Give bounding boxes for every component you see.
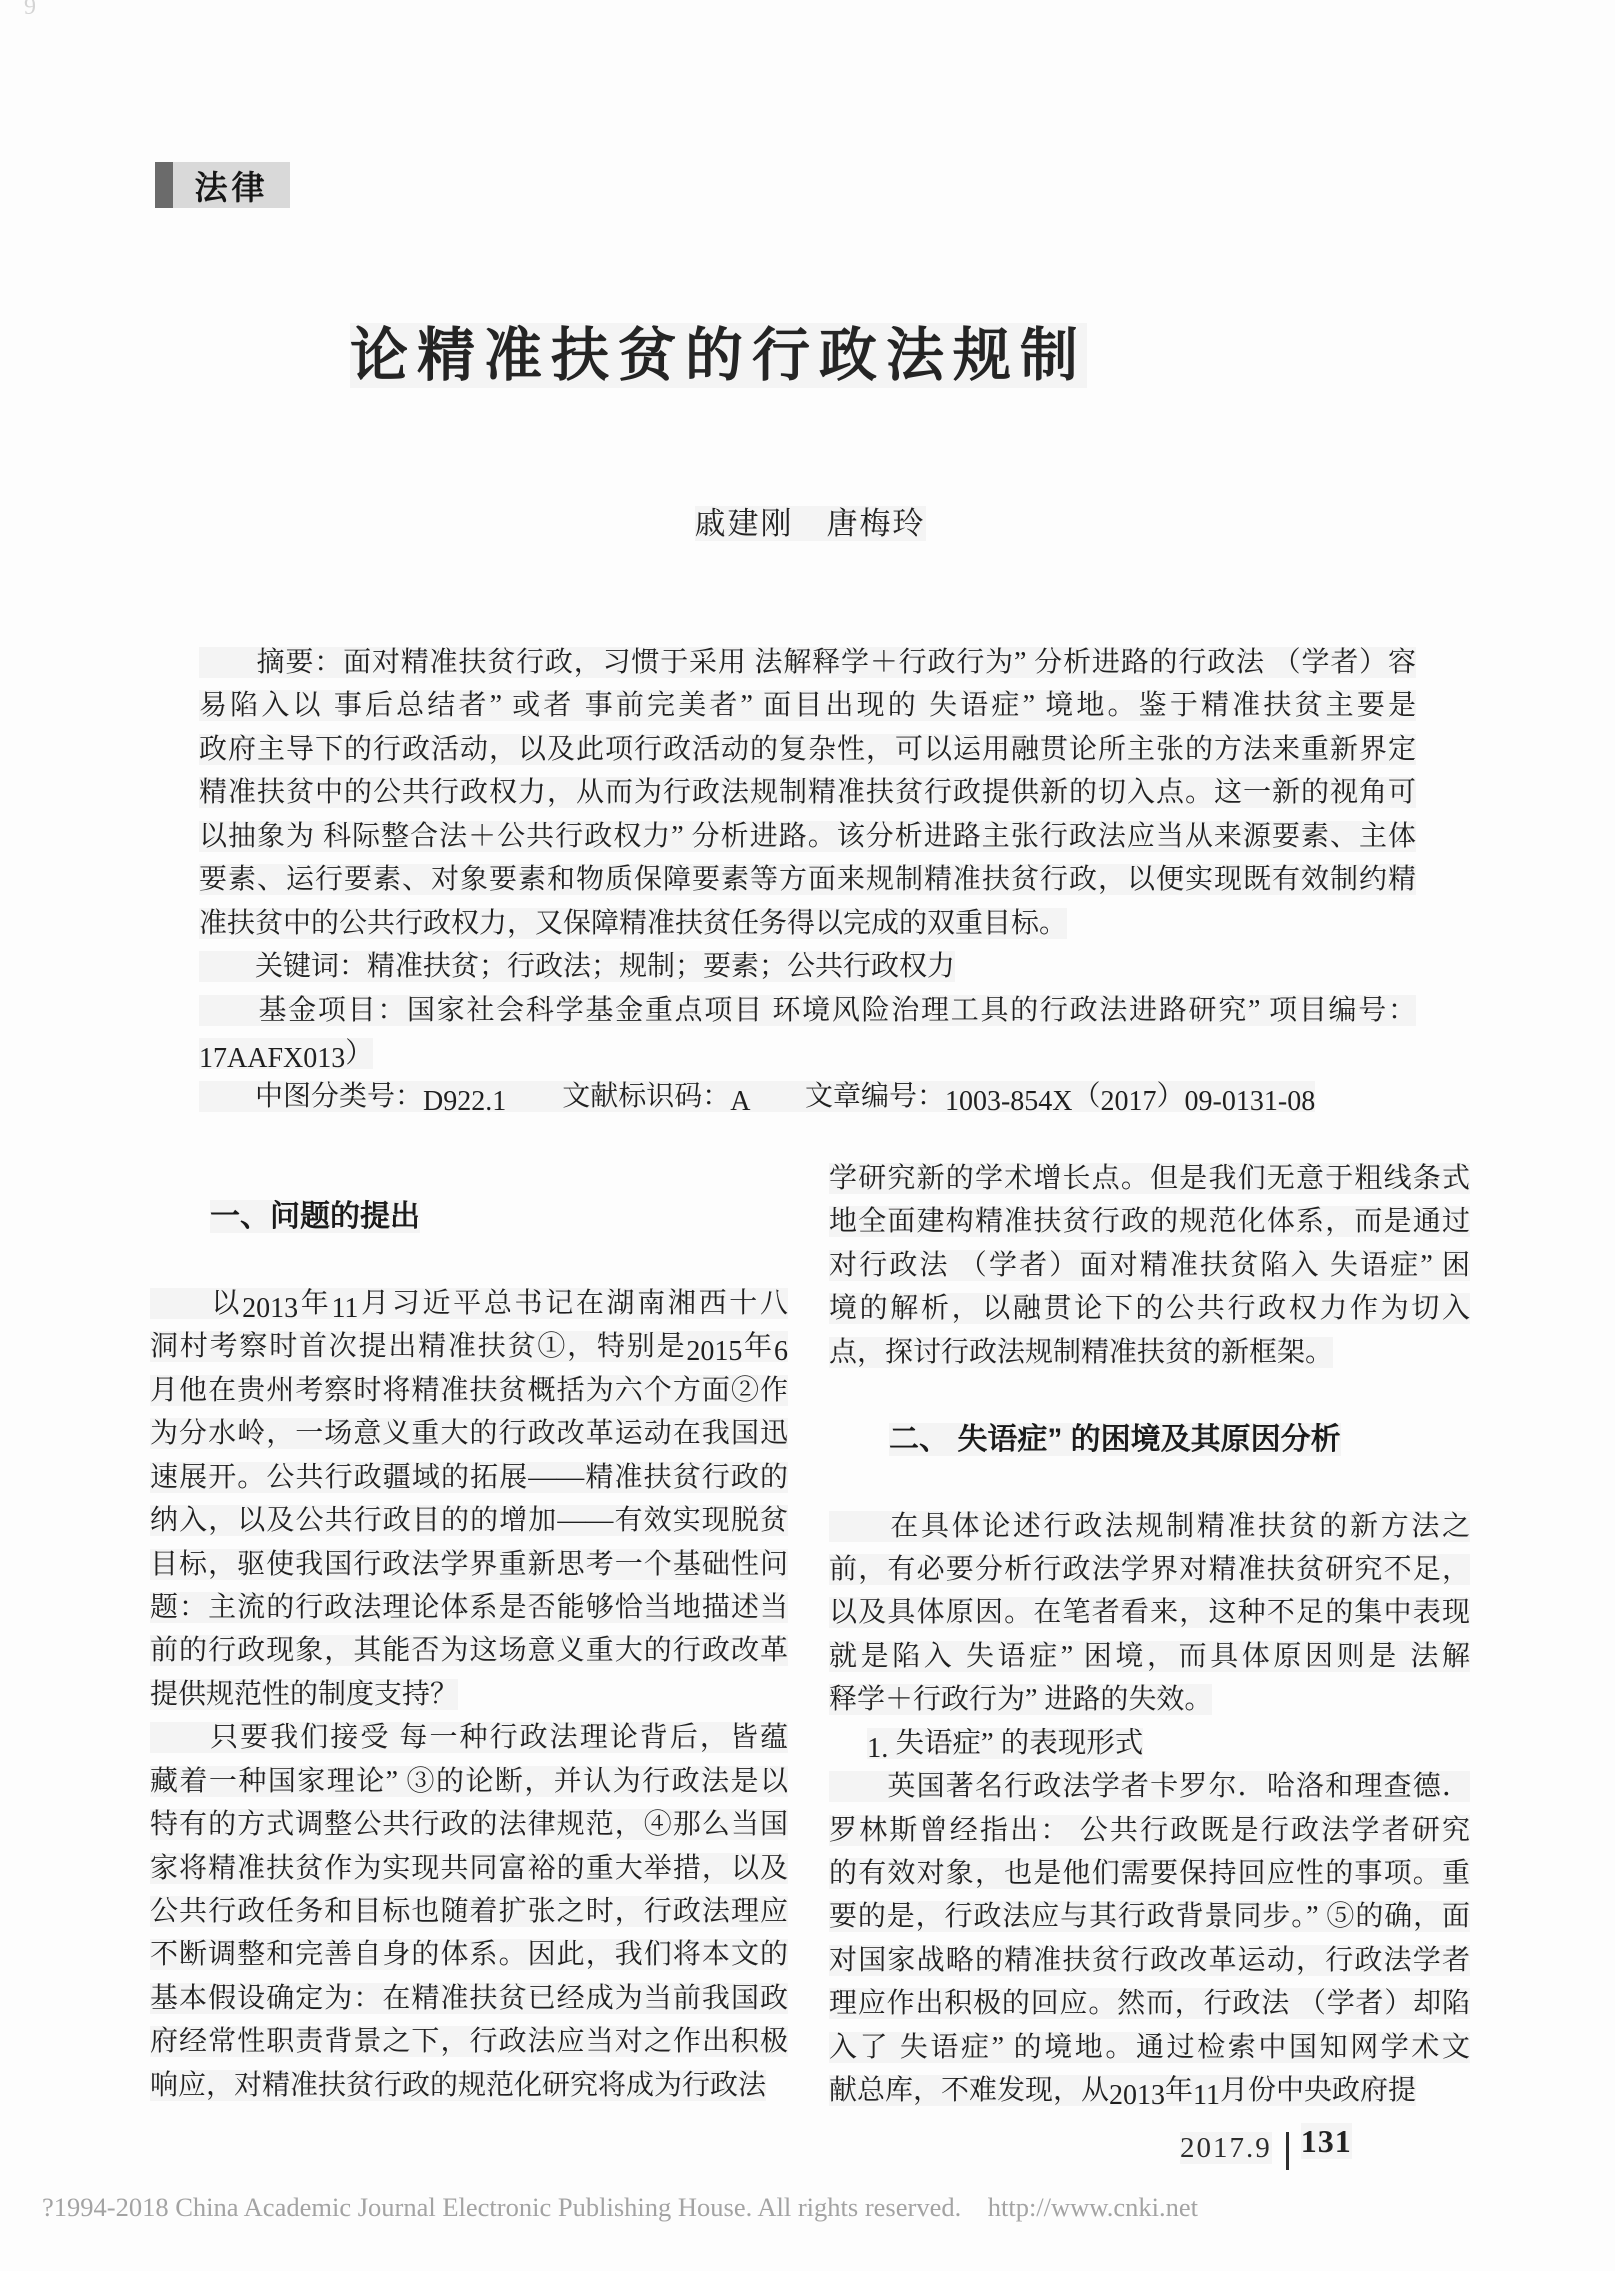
latin-text: 2015 xyxy=(686,1336,743,1368)
text-line: 学研究新的学术增长点。但是我们无意于粗线条式 xyxy=(829,1163,1470,1194)
body-column-left xyxy=(150,1195,788,2107)
text-line: 家将精准扶贫作为实现共同富裕的重大举措，以及 xyxy=(150,1852,788,1884)
text-line: 政府主导下的行政活动，以及此项行政活动的复杂性，可以运用融贯论所主张的方法来重新界定 xyxy=(199,733,1416,765)
latin-text: 09-0131-08 xyxy=(1184,1086,1316,1118)
text-line: 英国著名行政法学者卡罗尔．哈洛和理查德． xyxy=(829,1771,1470,1803)
text-line: 17AAFX013） xyxy=(199,1037,374,1074)
text-line: 府经常性职责背景之下，行政法应当对之作出积极 xyxy=(150,2026,788,2058)
text-line: 关键词：精准扶贫；行政法；规制；要素；公共行政权力 xyxy=(199,951,956,983)
text-line: 以及具体原因。在笔者看来，这种不足的集中表现 xyxy=(829,1597,1470,1629)
text-line: 藏着一种国家理论” ③的论断，并认为行政法是以 xyxy=(150,1765,788,1797)
copyright-notice: ?1994-2018 China Academic Journal Electronic Publishing House. All rights reserved. http://www.cnki.net xyxy=(42,2192,1198,2222)
text-line: 基本假设确定为：在精准扶贫已经成为当前我国政 xyxy=(150,1982,788,2014)
fund-project-line xyxy=(199,989,1416,1076)
text-line: 要的是，行政法应与其行政背景同步。” ⑤的确，面 xyxy=(829,1901,1470,1933)
footer-divider xyxy=(1286,2132,1289,2170)
paragraph xyxy=(150,1716,788,2107)
text-line: 月他在贵州考察时将精准扶贫概括为六个方面②作 xyxy=(150,1374,788,1406)
text-line: 在具体论述行政法规制精准扶贫的新方法之 xyxy=(829,1510,1470,1542)
text-line: 响应，对精准扶贫行政的规范化研究将成为行政法 xyxy=(150,2069,767,2101)
text-line: 题：主流的行政法理论体系是否能够恰当地描述当 xyxy=(150,1591,788,1623)
subsection-heading-1 xyxy=(829,1722,1470,1765)
text-line: 罗林斯曾经指出： 公共行政既是行政法学者研究 xyxy=(829,1814,1470,1846)
text-line: 入了 失语症” 的境地。通过检索中国知网学术文 xyxy=(829,2031,1470,2063)
text-line: 前的行政现象，其能否为这场意义重大的行政改革 xyxy=(150,1635,788,1667)
text-line: 境的解析，以融贯论下的公共行政权力作为切入 xyxy=(829,1293,1470,1325)
text-line: 洞村考察时首次提出精准扶贫①，特别是2015年6 xyxy=(150,1331,788,1368)
section-heading-2 xyxy=(829,1418,1470,1461)
text-line: 献总库，不难发现，从2013年11月份中央政府提 xyxy=(829,2075,1417,2111)
text-line: 对行政法 （学者）面对精准扶贫陷入 失语症” 困 xyxy=(829,1249,1470,1281)
text-line: 以抽象为 科际整合法＋公共行政权力” 分析进路。该分析进路主张行政法应当从来源要素、主体 xyxy=(199,820,1416,852)
paragraph xyxy=(150,1282,788,1716)
category-label xyxy=(173,162,290,208)
text-line: 不断调整和完善自身的体系。因此，我们将本文的 xyxy=(150,1939,788,1971)
text-line: 准扶贫中的公共行政权力，又保障精准扶贫任务得以完成的双重目标。 xyxy=(199,907,1068,939)
section-heading-1 xyxy=(150,1195,788,1238)
latin-text: 2013 xyxy=(242,1292,299,1324)
journal-issue xyxy=(1180,2132,1272,2165)
text-line: 对国家战略的精准扶贫行政改革运动，行政法学者 xyxy=(829,1944,1470,1976)
text-line: 理应作出积极的回应。然而，行政法 （学者）却陷 xyxy=(829,1988,1470,2020)
latin-text: 1. xyxy=(867,1732,889,1764)
latin-text: D922.1 xyxy=(423,1086,507,1118)
authors-text: 戚建刚 唐梅玲 xyxy=(694,506,926,541)
text-line: 地全面建构精准扶贫行政的规范化体系，而是通过 xyxy=(829,1206,1470,1238)
text-line: 易陷入以 事后总结者” 或者 事前完美者” 面目出现的 失语症” 境地。鉴于精准扶贫主要是 xyxy=(199,690,1416,722)
text-line: 摘要：面对精准扶贫行政，习惯于采用 法解释学＋行政行为” 分析进路的行政法 （学者）容 xyxy=(199,647,1416,678)
latin-text: A xyxy=(730,1086,749,1118)
text-line: 前，有必要分析行政法学界对精准扶贫研究不足， xyxy=(829,1553,1470,1585)
text-line: 基金项目：国家社会科学基金重点项目 环境风险治理工具的行政法进路研究” 项目编号： xyxy=(199,994,1416,1026)
text-line: 提供规范性的制度支持？ xyxy=(150,1678,459,1710)
text-line: 以2013年11月习近平总书记在湖南湘西十八 xyxy=(150,1287,788,1324)
text-line: 就是陷入 失语症” 困境，而具体原因则是 法解 xyxy=(829,1640,1470,1672)
category-label-text: 法律 xyxy=(194,168,269,206)
authors xyxy=(150,498,1470,543)
text-line: 中图分类号：D922.1 文献标识码：A 文章编号：1003-854X（2017）09-0131-08 xyxy=(199,1081,1316,1118)
latin-text: 2013 xyxy=(1109,2079,1166,2111)
tag-accent-bar xyxy=(155,162,173,208)
front-matter xyxy=(199,641,1416,1119)
paragraph xyxy=(829,1505,1470,1722)
text-line: 公共行政任务和目标也随着扩张之时，行政法理应 xyxy=(150,1896,788,1927)
body-column-right xyxy=(829,1157,1470,2113)
paper-title xyxy=(350,308,1087,392)
latin-text: 1003-854X xyxy=(944,1086,1073,1118)
paper-title-text: 论精准扶贫的行政法规制 xyxy=(350,323,1088,388)
text-line: 特有的方式调整公共行政的法律规范，④那么当国 xyxy=(150,1809,788,1841)
keywords-line xyxy=(199,945,1416,988)
text-line: 的有效对象，也是他们需要保持回应性的事项。重 xyxy=(829,1858,1470,1889)
category-tag xyxy=(155,162,290,208)
latin-text: 6 xyxy=(773,1336,788,1368)
text-line: 一、问题的提出 xyxy=(210,1200,420,1233)
text-line: 目标，驱使我国行政法学界重新思考一个基础性问 xyxy=(150,1548,788,1580)
paragraph-continued xyxy=(829,1157,1470,1374)
text-line: 要素、运行要素、对象要素和物质保障要素等方面来规制精准扶贫行政，以便实现既有效制约精 xyxy=(199,864,1416,896)
latin-text: 2017 xyxy=(1100,1086,1157,1118)
latin-text: 11 xyxy=(331,1292,359,1324)
text-line: 纳入，以及公共行政目的的增加——有效实现脱贫 xyxy=(150,1505,788,1537)
classification-line xyxy=(199,1075,1416,1118)
latin-text: 11 xyxy=(1193,2079,1220,2111)
text-line: 精准扶贫中的公共行政权力，从而为行政法规制精准扶贫行政提供新的切入点。这一新的视角可 xyxy=(199,777,1416,809)
text-line: 二、 失语症” 的困境及其原因分析 xyxy=(889,1422,1341,1456)
text-line: 释学＋行政行为” 进路的失效。 xyxy=(829,1684,1213,1716)
journal-issue-text: 2017.9 xyxy=(1180,2131,1272,2164)
page-footer xyxy=(1180,2122,1352,2170)
page-number xyxy=(1301,2123,1352,2160)
text-line: 点，探讨行政法规制精准扶贫的新框架。 xyxy=(829,1336,1334,1368)
text-line: 只要我们接受 每一种行政法理论背后，皆蕴 xyxy=(150,1722,788,1754)
scan-artifact: 9 xyxy=(24,0,36,20)
page-number-text: 131 xyxy=(1300,2122,1352,2159)
latin-text: 17AAFX013 xyxy=(199,1042,346,1074)
paragraph xyxy=(829,1765,1470,2113)
text-line: 1. 失语症” 的表现形式 xyxy=(867,1727,1144,1764)
abstract xyxy=(199,641,1416,945)
text-line: 速展开。公共行政疆域的拓展——精准扶贫行政的 xyxy=(150,1461,788,1493)
text-line: 为分水岭，一场意义重大的行政改革运动在我国迅 xyxy=(150,1418,788,1450)
